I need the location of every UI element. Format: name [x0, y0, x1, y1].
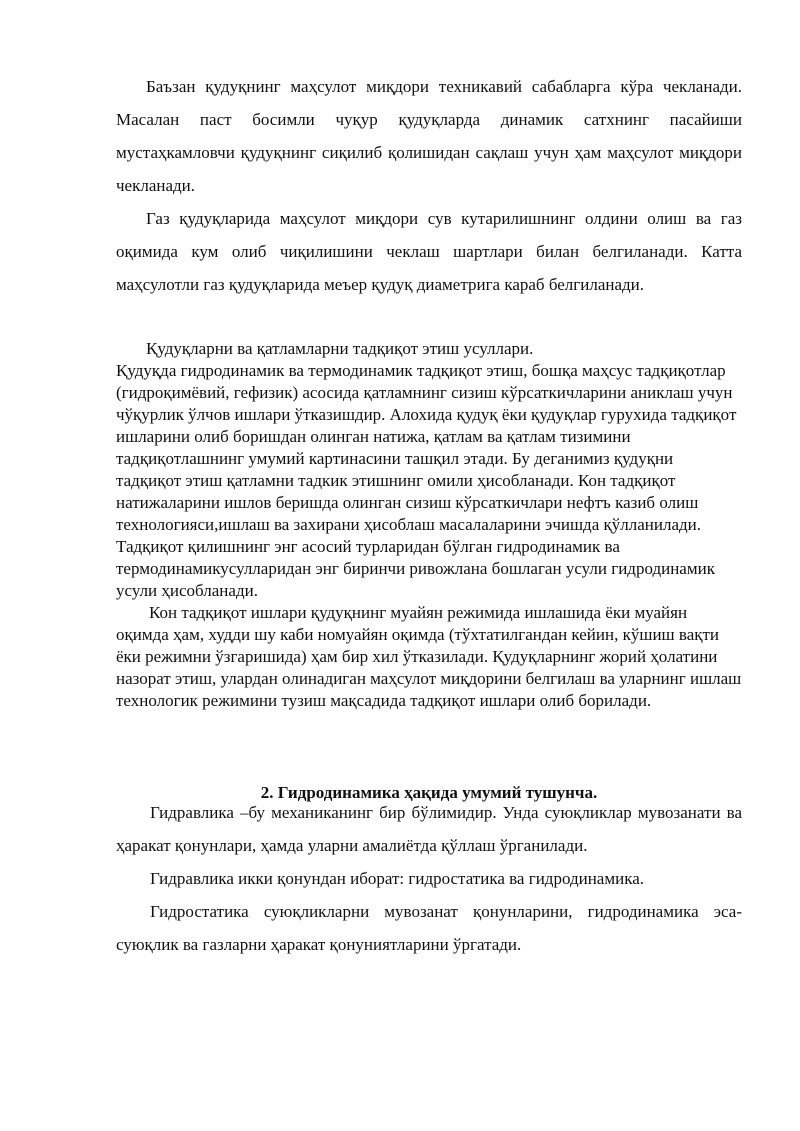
research-methods-block: [116, 338, 742, 712]
hydraulics-laws: Гидравлика икки қонундан иборат: гидростатика ва гидродинамика.: [150, 869, 644, 888]
hydraulics-section: [116, 796, 742, 961]
paragraph-gas-wells: [116, 202, 742, 301]
paragraph-text: Баъзан қудуқнинг маҳсулот миқдори техникавий сабабларга кўра чекланади. Масалан паст босимли чуқур қудуқларда динамик сатхнинг пасайиши мустаҳкамловчи қудуқнинг сиқилиб қолишидан сақлаш учун ҳам маҳсулот миқдори чекланади.: [116, 77, 742, 195]
research-methods-text: Қудуқда гидродинамик ва термодинамик тадқиқот этиш, бошқа маҳсус тадқиқотлар (гидроқимёвий, гефизик) асосида қатламнинг сизиш кўрсаткичларини аниклаш учун чўқурлик ўлчов ишлари ўтказишдир. Алохида қудуқ ёки қудуқлар гурухида тадқиқот ишларини олиб боришдан олинган натижа, қатлам ва қатлам тизимини тадқиқотлашнинг умумий картинасини ташқил этади. Бу деганимиз қудуқни тадқиқот этиш қатламни тадкик этишнинг омили ҳисобланади. Кон тадқиқот натижаларини ишлов беришда олинган сизиш кўрсаткичлари нефтъ казиб олиш технологияси,ишлаш ва захирани ҳисоблаш масалаларини эчишда қўлланилади.: [116, 361, 737, 534]
paragraph-text: Газ қудуқларида маҳсулот миқдори сув кутарилишнинг олдини олиш ва газ оқимида кум олиб чиқилишини чеклаш шартлари билан белгиланади. Катта маҳсулотли газ қудуқларида меъер қудуқ диаметрига караб белгиланади.: [116, 209, 742, 294]
research-methods-title: Қудуқларни ва қатламларни тадқиқот этиш усуллари.: [146, 339, 534, 358]
paragraph-production-limits: [116, 70, 742, 202]
hydrostatics-definition: Гидростатика суюқликларни мувозанат қонунларини, гидродинамика эса-суюқлик ва газларни ҳаракат қонуниятларини ўргатади.: [116, 902, 742, 954]
section-heading: 2. Гидродинамика ҳақида умумий тушунча.: [260, 783, 598, 803]
hydrodynamic-method-text: Тадқиқот қилишнинг энг асосий турларидан бўлган гидродинамик ва термодинамикусулларидан энг биринчи ривожлана бошлаган усули гидродинамик усули ҳисобланади.: [116, 537, 715, 600]
field-research-text: Кон тадқиқот ишлари қудуқнинг муайян режимида ишлашида ёки муайян оқимда ҳам, худди шу каби номуайян оқимда (тўхтатилгандан кейин, кўшиш вақти ёки режимни ўзгаришида) ҳам бир хил ўтказилади. Қудуқларнинг жорий ҳолатини назорат этиш, улардан олинадиган маҳсулот миқдорини белгилаш ва уларнинг ишлаш технологик режимини тузиш мақсадида тадқиқот ишлари олиб борилади.: [116, 603, 742, 710]
hydraulics-definition: Гидравлика –бу механиканинг бир бўлимидир. Унда суюқликлар мувозанати ва ҳаракат қонунлари, ҳамда уларни амалиётда қўллаш ўрганилади.: [116, 803, 742, 855]
